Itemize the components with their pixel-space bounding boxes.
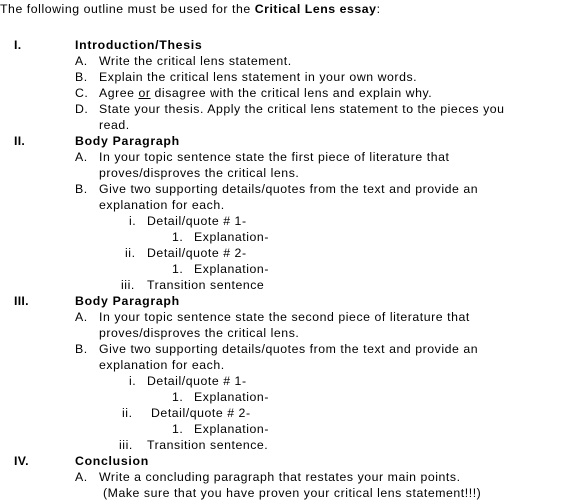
s3-sub-i-marker: i. (129, 374, 137, 388)
intro-suffix: : (376, 2, 381, 16)
s3-sub-ii-text: Detail/quote # 2- (151, 406, 251, 420)
s3-item-b-line-1: Give two supporting details/quotes from the text and provide an (99, 342, 479, 356)
s1-item-a-text: Write the critical lens statement. (99, 54, 292, 68)
s3-item-a-line-1: In your topic sentence state the second piece of literature that (99, 310, 470, 324)
s3-sub-iii-marker: iii. (119, 438, 133, 452)
intro-line (0, 1, 381, 17)
s2-sub-ii-child-marker: 1. (172, 262, 184, 276)
section-4-title: Conclusion (75, 454, 149, 468)
section-4-numeral: IV. (14, 454, 29, 468)
s3-sub-ii-marker: ii. (122, 406, 133, 420)
s2-item-b-marker: B. (75, 182, 88, 196)
s2-item-b-line-1: Give two supporting details/quotes from the text and provide an (99, 182, 479, 196)
section-2-numeral: II. (14, 134, 26, 148)
s3-sub-i-text: Detail/quote # 1- (147, 374, 247, 388)
section-2-title: Body Paragraph (75, 134, 180, 148)
s3-sub-ii-child-marker: 1. (172, 422, 184, 436)
s4-item-a-marker: A. (75, 470, 88, 484)
s4-item-a-line-2: (Make sure that you have proven your critical lens statement!!!) (103, 486, 482, 500)
s2-item-a-line-2: proves/disproves the critical lens. (99, 166, 300, 180)
s3-sub-ii-child-text: Explanation- (194, 422, 269, 436)
s2-item-a-marker: A. (75, 150, 88, 164)
s2-sub-i-text: Detail/quote # 1- (147, 214, 247, 228)
s1-item-b-text: Explain the critical lens statement in your own words. (99, 70, 418, 84)
s1-item-c-underlined: or (138, 86, 151, 100)
s3-sub-iii-text: Transition sentence. (147, 438, 269, 452)
s2-sub-iii-marker: iii. (121, 278, 135, 292)
s2-item-a-line-1: In your topic sentence state the first piece of literature that (99, 150, 450, 164)
s1-item-a-marker: A. (75, 54, 88, 68)
s3-sub-i-child-text: Explanation- (194, 390, 269, 404)
section-1-title: Introduction/Thesis (75, 38, 203, 52)
section-1-numeral: I. (14, 38, 22, 52)
s2-sub-ii-child-text: Explanation- (194, 262, 269, 276)
s1-item-c-pre: Agree (99, 86, 139, 100)
s2-sub-ii-text: Detail/quote # 2- (147, 246, 247, 260)
s3-sub-i-child-marker: 1. (172, 390, 184, 404)
s3-item-b-line-2: explanation for each. (99, 358, 225, 372)
s3-item-a-line-2: proves/disproves the critical lens. (99, 326, 300, 340)
s4-item-a-line-1: Write a concluding paragraph that restates your main points. (99, 470, 461, 484)
s2-sub-i-marker: i. (129, 214, 137, 228)
s2-item-b-line-2: explanation for each. (99, 198, 225, 212)
section-3-title: Body Paragraph (75, 294, 180, 308)
s1-item-b-marker: B. (75, 70, 88, 84)
s1-item-d-marker: D. (75, 102, 89, 116)
intro-prefix: The following outline must be used for the (0, 2, 255, 16)
section-3-numeral: III. (14, 294, 29, 308)
s1-item-d-line-2: read. (99, 118, 130, 132)
s2-sub-i-child-text: Explanation- (194, 230, 269, 244)
s2-sub-ii-marker: ii. (125, 246, 136, 260)
s3-item-b-marker: B. (75, 342, 88, 356)
s2-sub-iii-text: Transition sentence (147, 278, 265, 292)
s2-sub-i-child-marker: 1. (172, 230, 184, 244)
intro-bold-title: Critical Lens essay (254, 2, 377, 16)
s1-item-c-post: disagree with the critical lens and explain why. (150, 86, 433, 100)
s1-item-c-marker: C. (75, 86, 89, 100)
s3-item-a-marker: A. (75, 310, 88, 324)
s1-item-c-text (99, 85, 432, 101)
s1-item-d-line-1: State your thesis. Apply the critical lens statement to the pieces you (99, 102, 505, 116)
